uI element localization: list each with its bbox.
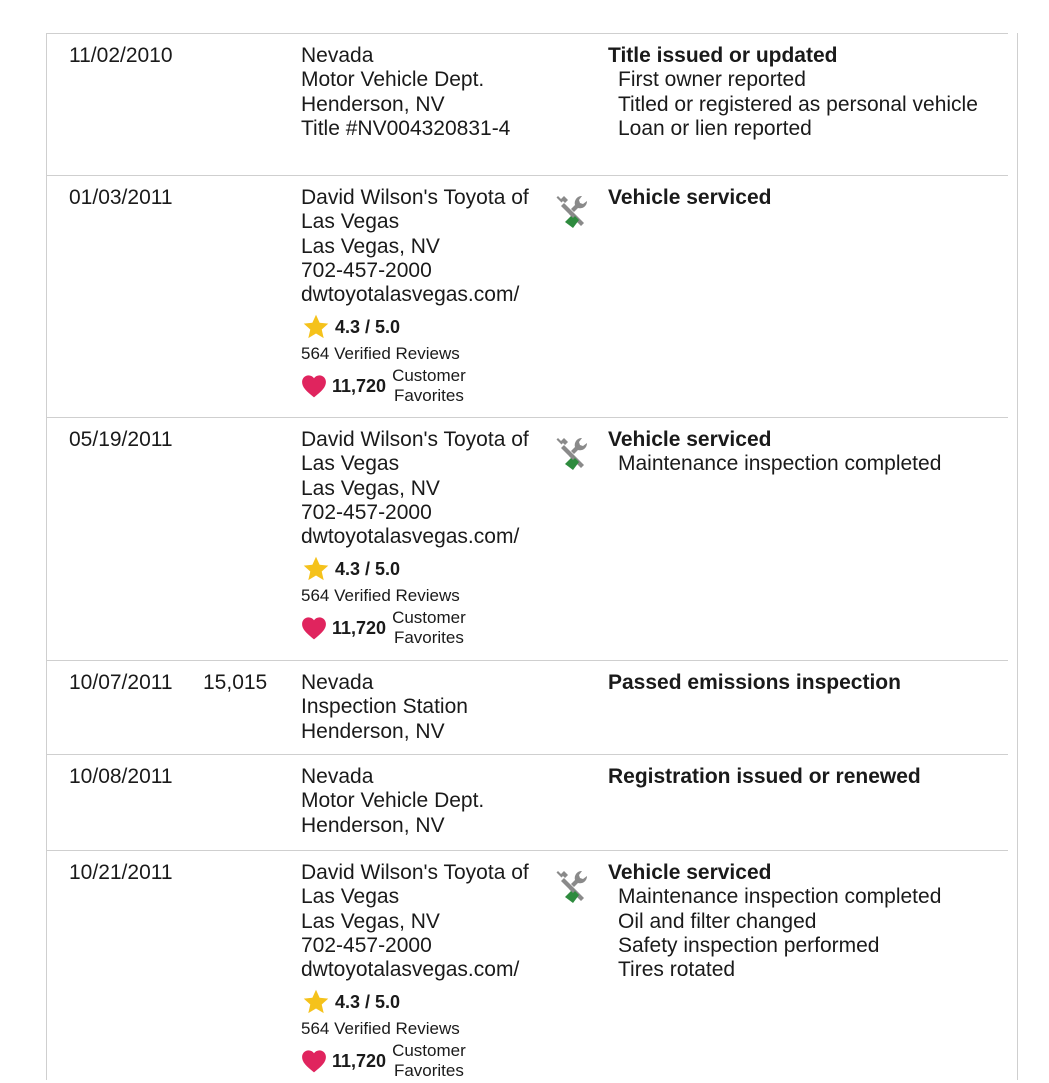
source-line: David Wilson's Toyota of xyxy=(301,861,529,884)
source-line: 702-457-2000 xyxy=(301,500,432,524)
heart-icon xyxy=(301,374,327,398)
table-right-border xyxy=(1017,33,1018,1080)
source-line: Henderson, NV xyxy=(301,92,445,116)
record-title: Vehicle serviced xyxy=(608,428,772,451)
source-line: Henderson, NV xyxy=(301,719,445,743)
dealer-website-link[interactable]: dwtoyotalasvegas.com/ xyxy=(301,283,520,307)
record-title: Title issued or updated xyxy=(608,44,838,67)
source-line: Las Vegas, NV xyxy=(301,234,440,258)
record-detail: Safety inspection performed xyxy=(618,933,880,957)
record-source xyxy=(301,428,546,648)
star-icon xyxy=(301,988,331,1016)
record-date: 05/19/2011 xyxy=(69,428,173,451)
record-title: Vehicle serviced xyxy=(608,861,772,884)
favorites-label-line: Favorites xyxy=(393,1061,464,1081)
star-icon xyxy=(301,555,331,583)
favorites-label-line: Favorites xyxy=(393,628,464,648)
source-line: Nevada xyxy=(301,671,374,694)
source-line: Las Vegas, NV xyxy=(301,909,440,933)
record-detail: First owner reported xyxy=(618,68,806,92)
source-line: 702-457-2000 xyxy=(301,258,432,282)
source-line: David Wilson's Toyota of xyxy=(301,428,529,451)
record-source xyxy=(301,44,546,141)
favorites-count: 11,720 xyxy=(332,618,387,639)
record-detail: Oil and filter changed xyxy=(618,909,817,933)
service-tools-icon xyxy=(552,192,592,232)
rating-score: 4.3 / 5.0 xyxy=(335,317,401,338)
record-detail: Maintenance inspection completed xyxy=(618,452,942,476)
table-row xyxy=(47,34,1008,176)
favorites-count: 11,720 xyxy=(332,376,387,397)
verified-reviews: 564 Verified Reviews xyxy=(301,586,460,606)
heart-icon xyxy=(301,1049,327,1073)
source-line: Inspection Station xyxy=(301,695,468,719)
customer-favorites xyxy=(301,608,546,648)
favorites-label-line: Customer xyxy=(392,1041,466,1061)
record-comments xyxy=(608,186,998,210)
verified-reviews: 564 Verified Reviews xyxy=(301,344,460,364)
favorites-label xyxy=(392,366,466,406)
source-line: Las Vegas, NV xyxy=(301,476,440,500)
source-line: Las Vegas xyxy=(301,885,400,909)
favorites-label-line: Customer xyxy=(392,608,466,628)
record-date: 11/02/2010 xyxy=(69,44,173,67)
rating-score: 4.3 / 5.0 xyxy=(335,992,401,1013)
record-comments xyxy=(608,44,998,141)
source-line: Title #NV004320831-4 xyxy=(301,116,511,140)
record-date: 01/03/2011 xyxy=(69,186,173,209)
favorites-label-line: Customer xyxy=(392,366,466,386)
record-date: 10/21/2011 xyxy=(69,861,173,884)
customer-favorites xyxy=(301,1041,546,1081)
record-title: Registration issued or renewed xyxy=(608,765,921,788)
dealer-rating[interactable] xyxy=(301,313,546,341)
star-icon xyxy=(301,313,331,341)
table-row xyxy=(47,755,1008,851)
table-row xyxy=(47,418,1008,661)
record-comments xyxy=(608,428,998,477)
record-date: 10/08/2011 xyxy=(69,765,173,788)
source-line: 702-457-2000 xyxy=(301,933,432,957)
record-source xyxy=(301,671,546,744)
source-line: Las Vegas xyxy=(301,210,400,234)
dealer-rating[interactable] xyxy=(301,555,546,583)
service-tools-icon xyxy=(552,867,592,907)
source-line: David Wilson's Toyota of xyxy=(301,186,529,209)
record-source xyxy=(301,186,546,406)
source-line: Las Vegas xyxy=(301,452,400,476)
favorites-label xyxy=(392,1041,466,1081)
table-row xyxy=(47,661,1008,755)
heart-icon xyxy=(301,616,327,640)
dealer-website-link[interactable]: dwtoyotalasvegas.com/ xyxy=(301,958,520,982)
customer-favorites xyxy=(301,366,546,406)
table-row xyxy=(47,176,1008,418)
record-detail: Loan or lien reported xyxy=(618,116,812,140)
source-line: Henderson, NV xyxy=(301,813,445,837)
source-line: Nevada xyxy=(301,44,374,67)
service-tools-icon xyxy=(552,434,592,474)
record-title: Vehicle serviced xyxy=(608,186,772,209)
record-detail: Maintenance inspection completed xyxy=(618,885,942,909)
record-comments xyxy=(608,765,998,789)
record-comments xyxy=(608,671,998,695)
record-title: Passed emissions inspection xyxy=(608,671,901,694)
source-line: Motor Vehicle Dept. xyxy=(301,789,485,813)
favorites-count: 11,720 xyxy=(332,1051,387,1072)
dealer-website-link[interactable]: dwtoyotalasvegas.com/ xyxy=(301,525,520,549)
source-line: Motor Vehicle Dept. xyxy=(301,68,485,92)
favorites-label-line: Favorites xyxy=(393,386,464,406)
record-odometer: 15,015 xyxy=(203,671,268,694)
record-detail: Tires rotated xyxy=(618,958,736,982)
table-row xyxy=(47,851,1008,1083)
dealer-rating[interactable] xyxy=(301,988,546,1016)
record-comments xyxy=(608,861,998,982)
record-detail: Titled or registered as personal vehicle xyxy=(618,92,978,116)
record-source xyxy=(301,861,546,1081)
record-date: 10/07/2011 xyxy=(69,671,173,694)
vehicle-history-table xyxy=(47,34,1008,1083)
record-source xyxy=(301,765,546,838)
source-line: Nevada xyxy=(301,765,374,788)
rating-score: 4.3 / 5.0 xyxy=(335,559,401,580)
verified-reviews: 564 Verified Reviews xyxy=(301,1019,460,1039)
favorites-label xyxy=(392,608,466,648)
